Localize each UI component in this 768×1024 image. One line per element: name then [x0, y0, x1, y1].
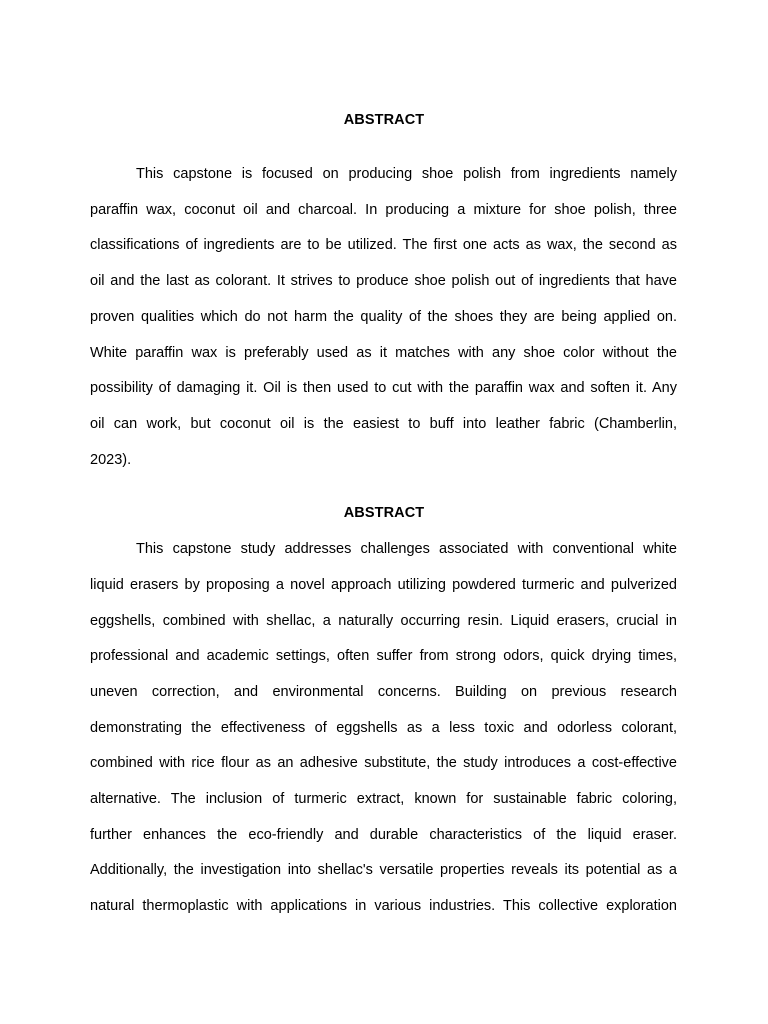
section1-line-3: classifications of ingredients are to be utilized. The first one acts as wax, the second as	[90, 237, 677, 253]
section2-line-6: demonstrating the effectiveness of eggshells as a less toxic and odorless colorant,	[90, 720, 677, 736]
section1-heading: ABSTRACT	[343, 112, 425, 128]
section1-line-9: 2023).	[90, 452, 132, 468]
section2-line-4: professional and academic settings, often suffer from strong odors, quick drying times,	[90, 648, 677, 664]
section1-line-1: This capstone is focused on producing shoe polish from ingredients namely	[136, 166, 677, 182]
section2-line-11: natural thermoplastic with applications in various industries. This collective exploration	[90, 898, 677, 914]
section1-line-6: White paraffin wax is preferably used as it matches with any shoe color without the	[90, 345, 677, 361]
section2-line-5: uneven correction, and environmental concerns. Building on previous research	[90, 684, 677, 700]
section2-line-8: alternative. The inclusion of turmeric extract, known for sustainable fabric coloring,	[90, 791, 677, 807]
section1-line-5: proven qualities which do not harm the quality of the shoes they are being applied on.	[90, 309, 677, 325]
section1-line-4: oil and the last as colorant. It strives to produce shoe polish out of ingredients that have	[90, 273, 677, 289]
section1-line-7: possibility of damaging it. Oil is then used to cut with the paraffin wax and soften it. Any	[90, 380, 677, 396]
section2-line-1: This capstone study addresses challenges associated with conventional white	[136, 541, 677, 557]
section1-line-8: oil can work, but coconut oil is the easiest to buff into leather fabric (Chamberlin,	[90, 416, 677, 432]
section2-line-3: eggshells, combined with shellac, a naturally occurring resin. Liquid erasers, crucial in	[90, 613, 677, 629]
section2-line-10: Additionally, the investigation into shellac's versatile properties reveals its potential as a	[90, 862, 677, 878]
section2-line-9: further enhances the eco-friendly and durable characteristics of the liquid eraser.	[90, 827, 677, 843]
section2-line-7: combined with rice flour as an adhesive substitute, the study introduces a cost-effective	[90, 755, 677, 771]
section2-heading: ABSTRACT	[343, 505, 425, 521]
section1-line-2: paraffin wax, coconut oil and charcoal. In producing a mixture for shoe polish, three	[90, 202, 677, 218]
section2-line-2: liquid erasers by proposing a novel approach utilizing powdered turmeric and pulverized	[90, 577, 677, 593]
